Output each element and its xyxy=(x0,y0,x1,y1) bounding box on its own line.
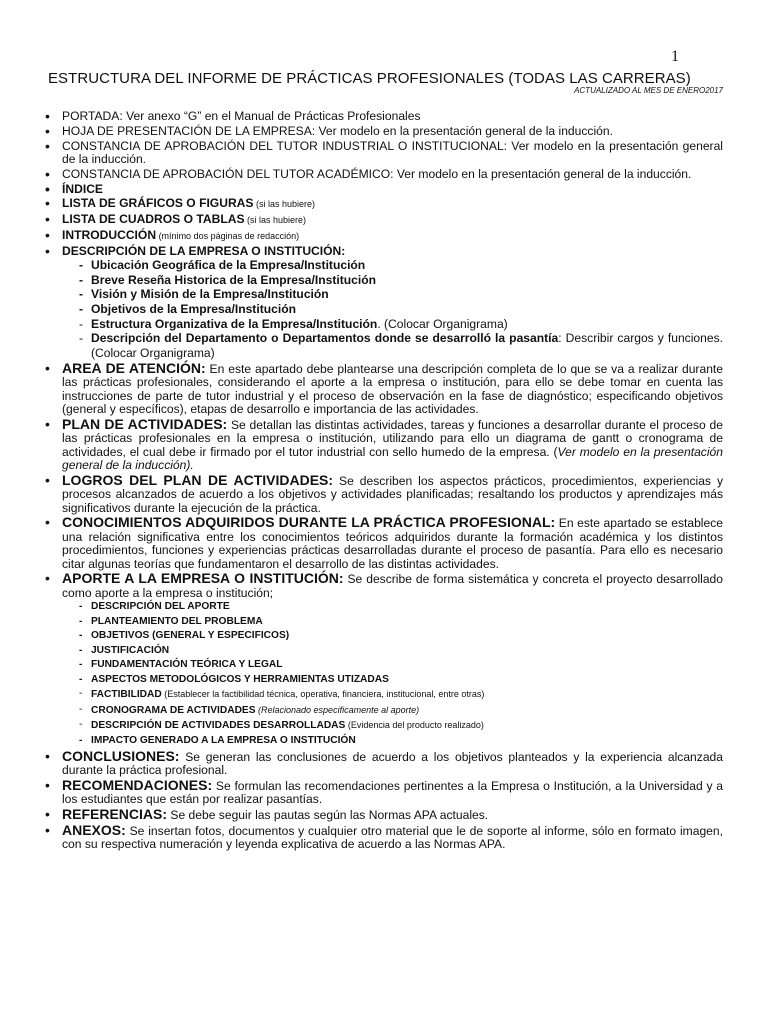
factibilidad-label: FACTIBILIDAD xyxy=(91,689,162,701)
list-item-portada xyxy=(45,110,723,123)
list-item-lista-cuadros xyxy=(45,213,723,227)
anexos-label: ANEXOS: xyxy=(62,821,126,838)
sublist-item xyxy=(79,687,723,703)
list-item-lista-graficos xyxy=(45,197,723,211)
constancia-tutor-acad-label: CONSTANCIA DE APROBACIÓN DEL TUTOR ACADÉMICO: xyxy=(62,166,394,181)
aporte-label: APORTE A LA EMPRESA O INSTITUCIÓN: xyxy=(62,570,344,587)
list-item-indice xyxy=(45,183,723,196)
update-note: ACTUALIZADO AL MES DE ENERO2017 xyxy=(574,86,723,95)
constancia-tutor-ind-text: Ver modelo en la presentación general de la inducción. xyxy=(62,138,723,166)
referencias-text: Se debe seguir las pautas según las Normas APA actuales. xyxy=(167,808,489,822)
list-item-plan-actividades xyxy=(45,415,723,473)
sublist-item xyxy=(79,703,723,719)
conocimientos-label: CONOCIMIENTOS ADQUIRIDOS DURANTE LA PRÁCTICA PROFESIONAL: xyxy=(62,514,556,531)
sublist-item: - FUNDAMENTACIÓN TEÓRICA Y LEGAL xyxy=(79,658,723,673)
cronograma-note: (Relacionado especificamente al aporte) xyxy=(255,704,420,715)
sublist-item: - PLANTEAMIENTO DEL PROBLEMA xyxy=(79,615,723,630)
indice-label: ÍNDICE xyxy=(62,181,103,196)
recomendaciones-text: Se formulan las recomendaciones pertinentes a la Empresa o Institución, a la Universidad y a los estudiantes que están por realizar pasantías. xyxy=(62,778,723,807)
sublist-item: - IMPACTO GENERADO A LA EMPRESA O INSTITUCIÓN xyxy=(79,734,723,749)
list-item-constancia-tutor-industrial xyxy=(45,140,723,167)
constancia-tutor-acad-text: Ver modelo en la presentación general de la inducción. xyxy=(393,166,692,181)
aporte-text: Se describe de forma sistemática y concreta el proyecto desarrollado como aporte a la empresa o institución; xyxy=(62,572,723,600)
conocimientos-text: En este apartado se establece una relación significativa entre los conocimientos teóricos adquiridos durante la formación académica y los distintos procedimientos, funciones y experiencias prácticas desarrolladas durante el proceso de pasantía. Para ello es necesario citar algunas teorías que fundamentaron el desarrollo de las distintas actividades. xyxy=(62,516,723,571)
sublist-item: - Objetivos de la Empresa/Institución xyxy=(79,302,723,317)
lista-graficos-label: LISTA DE GRÁFICOS O FIGURAS xyxy=(62,196,254,211)
sublist-item: - Ubicación Geográfica de la Empresa/Institución xyxy=(79,258,723,273)
plan-italic: Ver modelo en la presentación general de la inducción). xyxy=(62,444,723,472)
introduccion-note: (mínimo dos páginas de redacción) xyxy=(156,230,300,241)
introduccion-label: INTRODUCCIÓN xyxy=(62,227,157,242)
portada-text: PORTADA: Ver anexo “G” en el Manual de Prácticas Profesionales xyxy=(62,109,421,123)
factibilidad-note: (Establecer la factibilidad técnica, operativa, financiera, institucional, entre otras) xyxy=(161,689,485,700)
lista-graficos-note: (si las hubiere) xyxy=(253,199,316,210)
list-item-aporte xyxy=(45,572,723,748)
anexos-text: Se insertan fotos, documentos y cualquier otro material que le de soporte al informe, sólo en formato imagen, con su respectiva numeración y leyenda explicativa de acuerdo a las Normas APA. xyxy=(62,823,723,852)
area-label: AREA DE ATENCIÓN: xyxy=(62,359,206,376)
descripcion-label: DESCRIPCIÓN DE LA EMPRESA O INSTITUCIÓN: xyxy=(62,243,346,258)
area-text: En este apartado debe plantearse una descripción completa de lo que se va a realizar durante las prácticas profesionales, considerando el aporte a la empresa o institución, para ello se debe tomar en cuenta las instrucciones de parte de tutor industrial y el proceso de observación en la fase de diagnóstico; especificando objetivos (general y específicos), etapas de desarrollo e importancia de las actividades. xyxy=(62,361,724,416)
page-number: 1 xyxy=(671,48,679,65)
list-item-logros xyxy=(45,471,723,515)
hoja-label: HOJA DE PRESENTACIÓN DE LA EMPRESA: xyxy=(62,123,316,138)
sublist-item: - JUSTIFICACIÓN xyxy=(79,644,723,659)
logros-label: LOGROS DEL PLAN DE ACTIVIDADES: xyxy=(62,471,334,488)
list-item-introduccion xyxy=(45,229,723,243)
estructura-label: Estructura Organizativa de la Empresa/Institución xyxy=(91,316,378,331)
sublist-item: - Breve Reseña Historica de la Empresa/Institución xyxy=(79,273,723,288)
document-title: ESTRUCTURA DEL INFORME DE PRÁCTICAS PROFESIONALES (TODAS LAS CARRERAS) xyxy=(48,70,691,87)
list-item-referencias xyxy=(45,808,723,822)
descripcion-sublist xyxy=(62,258,723,360)
sublist-item: - OBJETIVOS (GENERAL Y ESPECIFICOS) xyxy=(79,629,723,644)
estructura-text: . (Colocar Organigrama) xyxy=(377,316,508,331)
cronograma-label: CRONOGRAMA DE ACTIVIDADES xyxy=(91,704,256,716)
conclusiones-text: Se generan las conclusiones de acuerdo a los objetivos planteados y la experiencia alcanzada durante la práctica profesional. xyxy=(62,749,723,777)
lista-cuadros-label: LISTA DE CUADROS O TABLAS xyxy=(62,212,245,227)
desc-actividades-note: (Evidencia del producto realizado) xyxy=(345,720,484,731)
list-item-recomendaciones xyxy=(45,776,723,807)
sublist-item xyxy=(79,331,723,360)
list-item-conclusiones xyxy=(45,747,723,778)
list-item-anexos xyxy=(45,821,723,852)
list-item-area-atencion xyxy=(45,359,724,417)
conclusiones-label: CONCLUSIONES: xyxy=(62,747,180,764)
list-item-conocimientos xyxy=(45,516,723,571)
departamento-text: : Describir cargos y funciones. (Colocar Organigrama) xyxy=(91,331,723,360)
sublist-item: - Visión y Misión de la Empresa/Institución xyxy=(79,287,723,302)
structure-list xyxy=(45,110,723,853)
hoja-text: Ver modelo en la presentación general de la inducción. xyxy=(315,123,613,138)
aporte-sublist xyxy=(62,600,723,748)
list-item-hoja-presentacion xyxy=(45,125,723,138)
logros-text: Se describen los aspectos prácticos, procedimientos, experiencias y procesos alcanzados de acuerdo a los objetivos y actividades planificadas; resaltando los productos y aprendizajes más significativos durante la ejecución de la práctica. xyxy=(62,473,723,515)
plan-text: Se detallan las distintas actividades, tareas y funciones a desarrollar durante el proceso de las prácticas profesionales en la empresa o institución, utilizando para ello un diagrama de gantt o cronograma de actividades, el cual debe ir firmado por el tutor industrial con sello humedo de la empresa. ( xyxy=(62,417,723,459)
recomendaciones-label: RECOMENDACIONES: xyxy=(62,776,213,793)
list-item-descripcion-empresa xyxy=(45,245,723,361)
departamento-label: Descripción del Departamento o Departamentos donde se desarrolló la pasantía xyxy=(91,331,559,346)
sublist-item: - ASPECTOS METODOLÓGICOS Y HERRAMIENTAS UTIZADAS xyxy=(79,673,723,688)
list-item-constancia-tutor-academico xyxy=(45,168,723,181)
sublist-item xyxy=(79,718,723,734)
constancia-tutor-ind-label: CONSTANCIA DE APROBACIÓN DEL TUTOR INDUSTRIAL O INSTITUCIONAL: xyxy=(62,138,508,153)
sublist-item xyxy=(79,317,723,332)
sublist-item: - DESCRIPCIÓN DEL APORTE xyxy=(79,600,723,615)
lista-cuadros-note: (si las hubiere) xyxy=(244,215,307,226)
desc-actividades-label: DESCRIPCIÓN DE ACTIVIDADES DESARROLLADAS xyxy=(91,720,346,732)
referencias-label: REFERENCIAS: xyxy=(62,806,168,822)
plan-label: PLAN DE ACTIVIDADES: xyxy=(62,415,228,432)
